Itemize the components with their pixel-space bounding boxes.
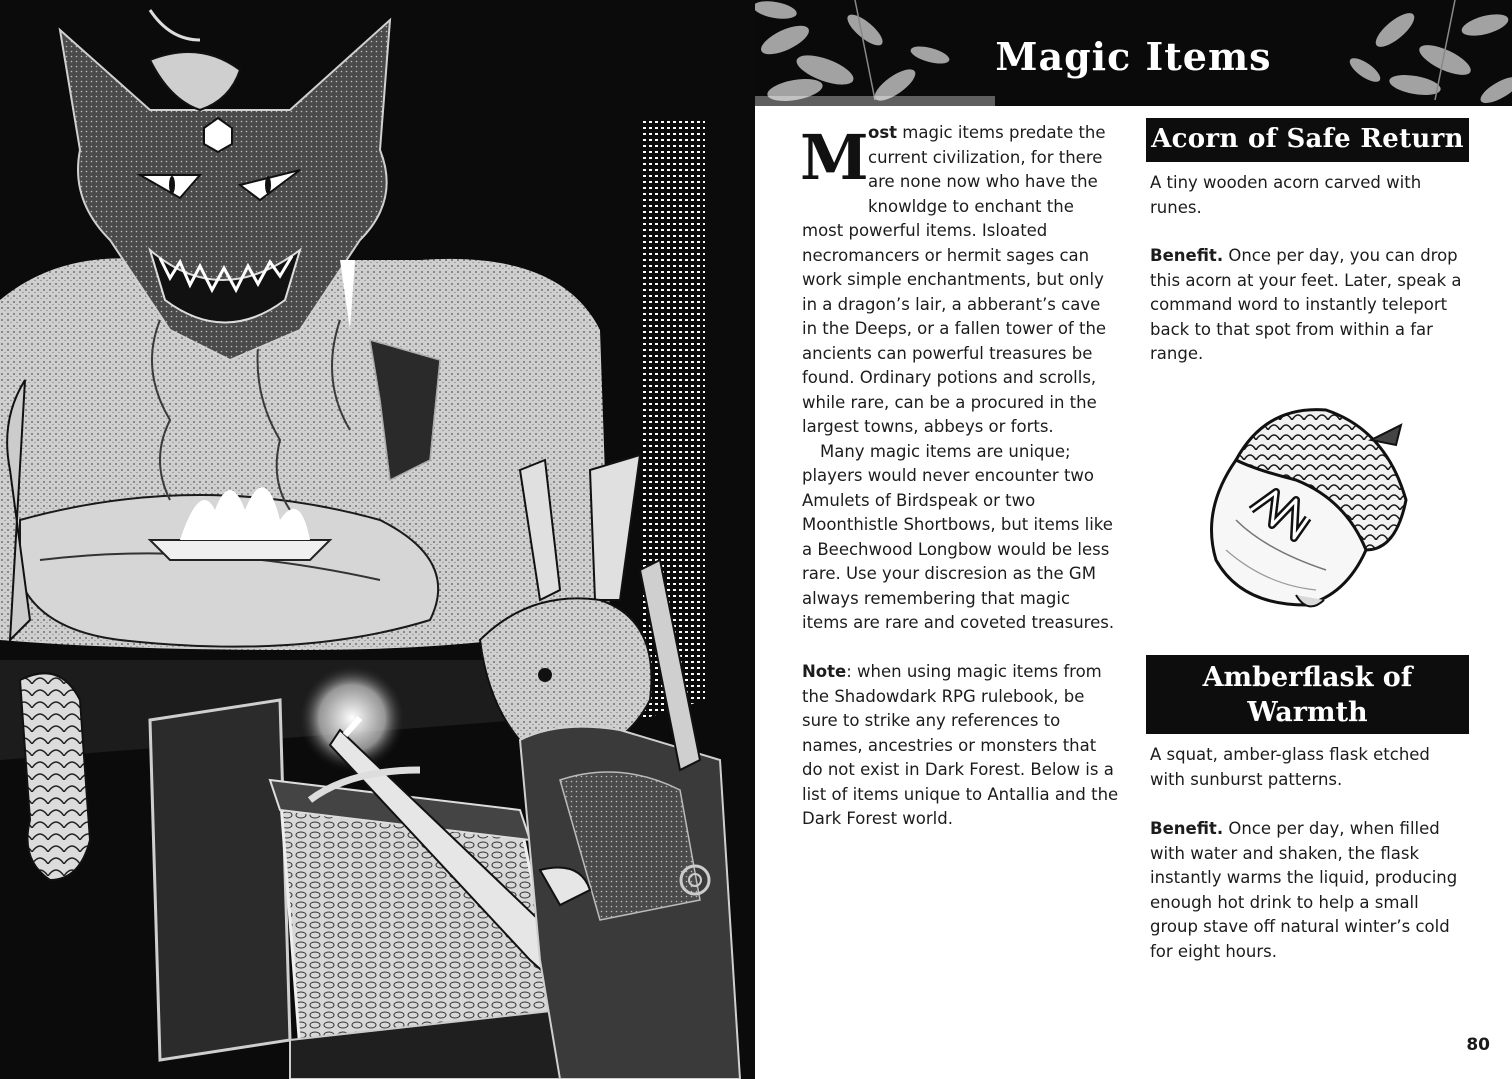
drop-cap: M — [800, 121, 869, 194]
benefit-text: Once per day, when filled with water and shaken, the flask instantly warms the liquid, producing enough hot drink to help a small group stave off natural winter’s cold for eight hours. — [1150, 819, 1458, 961]
page-number: 80 — [1466, 1035, 1490, 1055]
page-title: Magic Items — [995, 34, 1272, 79]
intro-text: magic items predate the current civilization, for there are none now who have the knowldge to enchant the most powerful items. Isloated necromancers or hermit sages can work simple enchantments, but only in a dragon’s lair, a abberant’s cave in the Deeps, or a fallen tower of the ancients can powerful treasures be found. Ordinary potions and scrolls, while rare, can be a procured in the largest towns, abbeys or forts. — [802, 123, 1107, 436]
paragraph-spacer — [802, 636, 1120, 661]
note-label: Note — [802, 662, 847, 681]
benefit-text: Once per day, you can drop this acorn at your feet. Later, speak a command word to instantly teleport back to that spot from within a far range. — [1150, 246, 1462, 363]
intro-paragraph — [802, 121, 1120, 440]
intro-paragraph-2: Many magic items are unique; players would never encounter two Amulets of Birdspeak or two Moonthistle Shortbows, but items like a Beechwood Longbow would be less rare. Use your discresion as the GM always remembering that magic items are rare and coveted treasures. — [802, 441, 1115, 632]
note-paragraph — [802, 660, 1120, 832]
intro-column — [802, 121, 1120, 832]
dragon-and-rabbit-treasure-illustration — [0, 0, 755, 1079]
item-heading-amberflask: Amberflask of Warmth — [1146, 655, 1469, 734]
item-benefit-amberflask — [1150, 817, 1465, 964]
header-banner — [755, 0, 1512, 106]
item-heading-acorn: Acorn of Safe Return — [1146, 118, 1469, 162]
acorn-icon — [1196, 400, 1418, 616]
lead-bold-text: ost — [868, 123, 898, 142]
item-description-acorn: A tiny wooden acorn carved with runes. — [1150, 173, 1422, 217]
item-benefit-acorn — [1150, 244, 1465, 367]
benefit-label: Benefit. — [1150, 246, 1224, 265]
item-description-amberflask: A squat, amber-glass flask etched with sunburst patterns. — [1150, 745, 1430, 789]
benefit-label: Benefit. — [1150, 819, 1224, 838]
note-text: : when using magic items from the Shadowdark RPG rulebook, be sure to strike any references to names, ancestries or monsters that do not exist in Dark Forest. Below is a list of items unique to Antallia and the Dark Forest world. — [802, 662, 1119, 828]
